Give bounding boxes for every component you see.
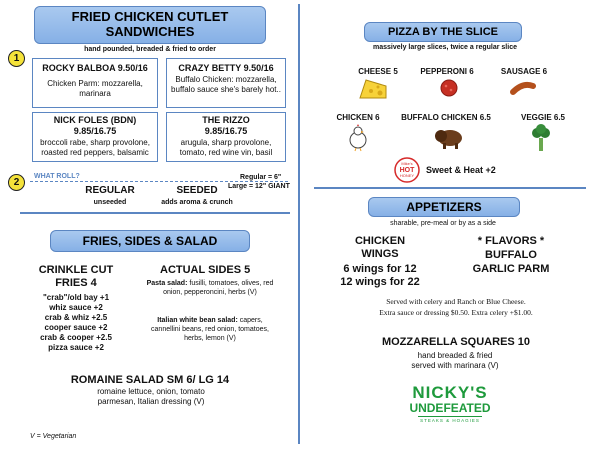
sausage-icon	[510, 80, 536, 96]
sandwich-card-rizzo	[166, 112, 286, 162]
logo-line2: UNDEFEATED	[409, 401, 491, 415]
crinkle-option: cooper sauce +2	[44, 323, 108, 332]
sandwich-name: CRAZY BETTY 9.50/16	[178, 63, 274, 73]
sandwich-name: ROCKY BALBOA 9.50/16	[42, 63, 148, 73]
step-two-badge: 2	[8, 174, 25, 191]
chicken-icon	[346, 124, 370, 152]
buffalo-icon	[434, 126, 464, 150]
honey-logo-top: Mike's	[401, 161, 413, 166]
slice-buffalo: BUFFALO CHICKEN 6.5	[401, 113, 491, 122]
roll-seeded-desc: adds aroma & crunch	[161, 199, 233, 206]
logo-tagline: STEAKS & HOAGIES	[418, 416, 482, 424]
wings-title: CHICKEN WINGS	[354, 235, 406, 260]
column-divider	[298, 4, 300, 444]
appetizers-section-title: APPETIZERS	[368, 197, 520, 217]
wings-note-2: Extra sauce or dressing $0.50. Extra celery +$1.00.	[379, 308, 533, 317]
wings-note-1: Served with celery and Ranch or Blue Cheese.	[386, 297, 526, 306]
fries-section-title: FRIES, SIDES & SALAD	[50, 230, 250, 252]
sandwich-card-betty	[166, 58, 286, 108]
sweet-heat: Sweet & Heat +2	[426, 165, 496, 175]
salad-desc: romaine lettuce, onion, tomato parmesan, Italian dressing (V)	[97, 387, 205, 406]
nickys-logo	[400, 384, 500, 424]
fried-section-title: FRIED CHICKEN CUTLET SANDWICHES	[34, 6, 266, 44]
slice-sausage: SAUSAGE 6	[500, 67, 548, 76]
sandwich-desc: Buffalo Chicken: mozzarella, buffalo sauce she's barely hot..	[171, 75, 281, 94]
crinkle-options	[26, 293, 126, 353]
hot-honey-logo	[394, 157, 420, 183]
pepperoni-icon	[440, 79, 458, 97]
crinkle-title: CRINKLE CUT FRIES 4	[38, 264, 114, 289]
roll-seeded-name: SEEDED	[176, 185, 218, 196]
crinkle-option: pizza sauce +2	[48, 343, 104, 352]
sandwich-name: NICK FOLES (BDN) 9.85/16.75	[53, 115, 137, 136]
logo-line1: NICKY'S	[412, 383, 488, 402]
crinkle-option: whiz sauce +2	[49, 303, 103, 312]
roll-regular-name: REGULAR	[85, 185, 135, 196]
size-regular: Regular = 6"	[240, 174, 282, 181]
pasta-desc: fusilli, tomatoes, olives, red onion, pepperoncini, herbs (V)	[163, 280, 274, 296]
bean-salad	[144, 316, 276, 343]
sandwich-card-foles	[32, 112, 158, 162]
fried-subtitle: hand pounded, breaded & fried to order	[84, 46, 216, 53]
honey-logo-bot: HONEY	[399, 173, 415, 178]
pizza-bottom-rule	[314, 187, 586, 189]
sides-title: ACTUAL SIDES 5	[160, 264, 251, 276]
sandwich-desc: Chicken Parm: mozzarella, marinara	[47, 79, 143, 98]
fried-bottom-rule	[20, 212, 290, 214]
wings-6: 6 wings for 12	[343, 263, 417, 275]
slice-cheese: CHEESE 5	[358, 67, 398, 76]
wings-12: 12 wings for 22	[340, 276, 420, 288]
step-one-badge: 1	[8, 50, 25, 67]
flavor-buffalo: BUFFALO	[485, 249, 537, 261]
pasta-label: Pasta salad:	[146, 280, 188, 287]
cheese-icon	[358, 78, 388, 100]
salad-title: ROMAINE SALAD SM 6/ LG 14	[70, 374, 230, 386]
honey-logo-mid: HOT	[399, 167, 415, 174]
slice-chicken: CHICKEN 6	[336, 113, 380, 122]
sandwich-card-rocky	[32, 58, 158, 108]
mozz-desc-1: hand breaded & fried	[417, 351, 493, 360]
bean-desc: capers, cannellini beans, red onion, tomatoes, herbs, lemon (V)	[151, 317, 269, 342]
sandwich-desc: arugula, sharp provolone, tomato, red wine vin, basil	[179, 138, 273, 157]
slice-veggie: VEGGIE 6.5	[520, 113, 566, 122]
mozz-title: MOZZARELLA SQUARES 10	[381, 336, 531, 348]
vegetarian-note: V = Vegetarian	[30, 433, 77, 440]
mozz-desc-2: served with marinara (V)	[411, 361, 499, 370]
pizza-subtitle: massively large slices, twice a regular slice	[373, 44, 517, 51]
crinkle-option: crab & cooper +2.5	[40, 333, 112, 342]
crinkle-option: "crab"/old bay +1	[42, 293, 110, 302]
flavor-garlic-parm: GARLIC PARM	[472, 263, 550, 275]
broccoli-icon	[530, 124, 552, 152]
bean-label: Italian white bean salad:	[157, 317, 238, 324]
roll-regular-desc: unseeded	[93, 199, 127, 206]
slice-pepperoni: PEPPERONI 6	[420, 67, 474, 76]
sandwich-desc: broccoli rabe, sharp provolone, roasted red peppers, balsamic	[40, 138, 150, 157]
roll-question: WHAT ROLL?	[34, 173, 80, 180]
sandwich-name: THE RIZZO 9.85/16.75	[202, 115, 250, 136]
pasta-salad	[146, 279, 274, 297]
pizza-section-title: PIZZA BY THE SLICE	[364, 22, 522, 42]
crinkle-option: crab & whiz +2.5	[44, 313, 108, 322]
flavors-title: * FLAVORS *	[477, 235, 545, 247]
appetizers-subtitle: sharable, pre-meal or by as a side	[390, 220, 496, 227]
size-large: Large = 12" GIANT	[228, 183, 290, 190]
